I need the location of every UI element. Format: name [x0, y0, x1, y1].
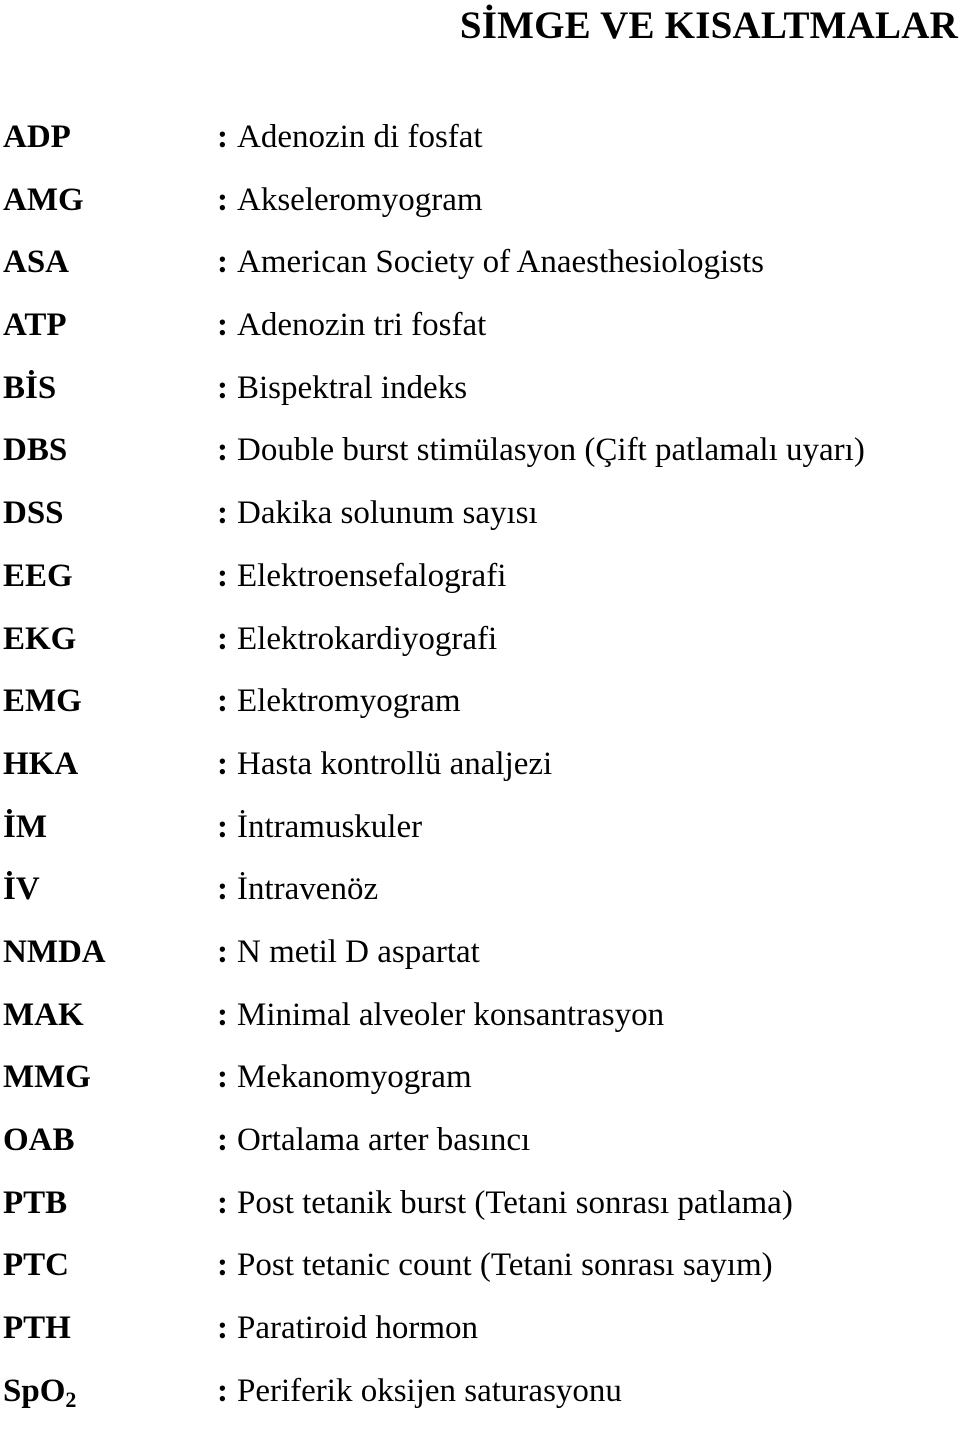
- abbreviation-definition: Periferik oksijen saturasyonu: [237, 1372, 622, 1409]
- abbreviation-term-text: SpO: [3, 1372, 66, 1409]
- abbreviation-definition: Paratiroid hormon: [237, 1310, 479, 1347]
- abbreviation-separator: :: [217, 871, 228, 908]
- abbreviation-term: [3, 365, 56, 411]
- abbreviation-term-text: EKG: [3, 620, 77, 657]
- abbreviation-term-text: PTB: [3, 1184, 68, 1221]
- abbreviation-term: [3, 1180, 67, 1226]
- abbreviation-term-text: ATP: [3, 307, 67, 344]
- abbreviation-row: [3, 427, 958, 490]
- abbreviation-row: [3, 616, 958, 679]
- abbreviation-row: [3, 302, 958, 365]
- abbreviation-term: [3, 678, 82, 724]
- abbreviation-definition: Dakika solunum sayısı: [237, 495, 538, 532]
- abbreviation-term: [3, 302, 67, 348]
- abbreviation-term: [3, 929, 106, 975]
- abbreviation-definition: Bispektral indeks: [237, 369, 468, 406]
- abbreviation-separator: :: [217, 1184, 228, 1221]
- abbreviation-term-text: EEG: [3, 557, 73, 594]
- abbreviation-term-text: OAB: [3, 1122, 75, 1158]
- abbreviation-term: [3, 804, 47, 850]
- abbreviation-term-text: MMG: [3, 1059, 91, 1096]
- abbreviation-definition: Hasta kontrollü analjezi: [237, 745, 553, 782]
- abbreviation-row: [3, 741, 958, 804]
- abbreviation-term-text: AMG: [3, 181, 84, 218]
- abbreviation-definition: Elektrokardiyografi: [237, 620, 498, 657]
- abbreviation-row: [3, 1368, 958, 1430]
- abbreviation-row: [3, 866, 958, 929]
- abbreviation-term-text: DSS: [3, 495, 64, 532]
- abbreviation-definition: İntravenöz: [237, 871, 379, 908]
- abbreviation-term-text: PTC: [3, 1247, 69, 1284]
- abbreviation-definition: Post tetanik burst (Tetani sonrası patlama): [237, 1184, 793, 1221]
- abbreviation-definition: N metil D aspartat: [237, 933, 480, 970]
- abbreviation-separator: :: [217, 1059, 228, 1096]
- abbreviation-row: [3, 1117, 958, 1180]
- abbreviation-term-subscript: 2: [65, 1386, 77, 1412]
- abbreviation-term: [3, 741, 78, 787]
- abbreviation-term-text: EMG: [3, 683, 82, 720]
- abbreviation-term-text: İM: [3, 808, 47, 845]
- abbreviation-separator: :: [217, 181, 228, 218]
- abbreviation-list: [3, 114, 958, 1430]
- abbreviation-term: [3, 1054, 91, 1100]
- abbreviation-row: [3, 239, 958, 302]
- abbreviation-term: [3, 1242, 69, 1288]
- page-title: SİMGE VE KISALTMALAR: [459, 4, 958, 47]
- abbreviation-definition: Adenozin di fosfat: [237, 119, 483, 155]
- abbreviation-term-text: BİS: [3, 369, 57, 406]
- abbreviation-row: [3, 1180, 958, 1243]
- abbreviation-term: [3, 490, 64, 536]
- abbreviation-term-text: PTH: [3, 1310, 71, 1347]
- abbreviation-row: [3, 929, 958, 992]
- abbreviation-row: [3, 490, 958, 553]
- abbreviation-term: [3, 114, 71, 160]
- abbreviation-separator: :: [217, 1122, 228, 1158]
- abbreviation-row: [3, 114, 958, 177]
- abbreviation-term-text: ASA: [3, 244, 70, 281]
- abbreviation-term-text: MAK: [3, 996, 84, 1033]
- abbreviation-separator: :: [217, 369, 228, 406]
- abbreviation-definition: Minimal alveoler konsantrasyon: [237, 996, 665, 1033]
- abbreviation-term: [3, 866, 40, 912]
- abbreviation-definition: Ortalama arter basıncı: [237, 1122, 531, 1158]
- abbreviation-term-text: NMDA: [3, 933, 106, 970]
- abbreviation-term: [3, 553, 73, 599]
- abbreviation-row: [3, 1054, 958, 1117]
- abbreviation-separator: :: [217, 307, 228, 344]
- abbreviation-separator: :: [217, 683, 228, 720]
- abbreviation-row: [3, 678, 958, 741]
- abbreviation-row: [3, 804, 958, 867]
- abbreviation-definition: Post tetanic count (Tetani sonrası sayım): [237, 1247, 773, 1284]
- abbreviation-separator: :: [217, 808, 228, 845]
- abbreviation-term: [3, 1117, 75, 1163]
- abbreviation-definition: American Society of Anaesthesiologists: [237, 244, 764, 281]
- abbreviation-term: [3, 992, 84, 1038]
- abbreviation-separator: :: [217, 432, 228, 469]
- abbreviation-definition: Adenozin tri fosfat: [237, 307, 487, 344]
- abbreviation-row: [3, 553, 958, 616]
- abbreviation-separator: :: [217, 620, 228, 657]
- abbreviation-definition: Elektroensefalografi: [237, 557, 507, 594]
- abbreviation-term: [3, 239, 69, 285]
- abbreviation-term: [3, 177, 84, 223]
- abbreviation-definition: Mekanomyogram: [237, 1059, 472, 1096]
- abbreviation-separator: :: [217, 745, 228, 782]
- abbreviation-separator: :: [217, 1372, 228, 1409]
- abbreviation-term-text: İV: [3, 871, 40, 908]
- abbreviation-separator: :: [217, 933, 228, 970]
- abbreviation-separator: :: [217, 495, 228, 532]
- abbreviation-separator: :: [217, 1247, 228, 1284]
- abbreviation-term: [3, 1305, 71, 1351]
- abbreviation-term-text: HKA: [3, 745, 79, 782]
- abbreviation-separator: :: [217, 119, 228, 155]
- abbreviation-separator: :: [217, 1310, 228, 1347]
- abbreviation-term: [3, 1368, 76, 1423]
- abbreviation-separator: :: [217, 557, 228, 594]
- abbreviation-row: [3, 177, 958, 240]
- abbreviation-term-text: DBS: [3, 432, 68, 469]
- abbreviation-row: [3, 1305, 958, 1368]
- abbreviation-term-text: ADP: [3, 119, 71, 155]
- abbreviation-definition: İntramuskuler: [237, 808, 423, 845]
- abbreviation-definition: Double burst stimülasyon (Çift patlamalı uyarı): [237, 432, 865, 469]
- abbreviation-row: [3, 1242, 958, 1305]
- abbreviation-row: [3, 992, 958, 1055]
- abbreviation-definition: Akseleromyogram: [237, 181, 483, 218]
- abbreviation-definition: Elektromyogram: [237, 683, 461, 720]
- abbreviation-separator: :: [217, 996, 228, 1033]
- abbreviation-term: [3, 427, 67, 473]
- abbreviation-row: [3, 365, 958, 428]
- abbreviation-separator: :: [217, 244, 228, 281]
- abbreviation-term: [3, 616, 76, 662]
